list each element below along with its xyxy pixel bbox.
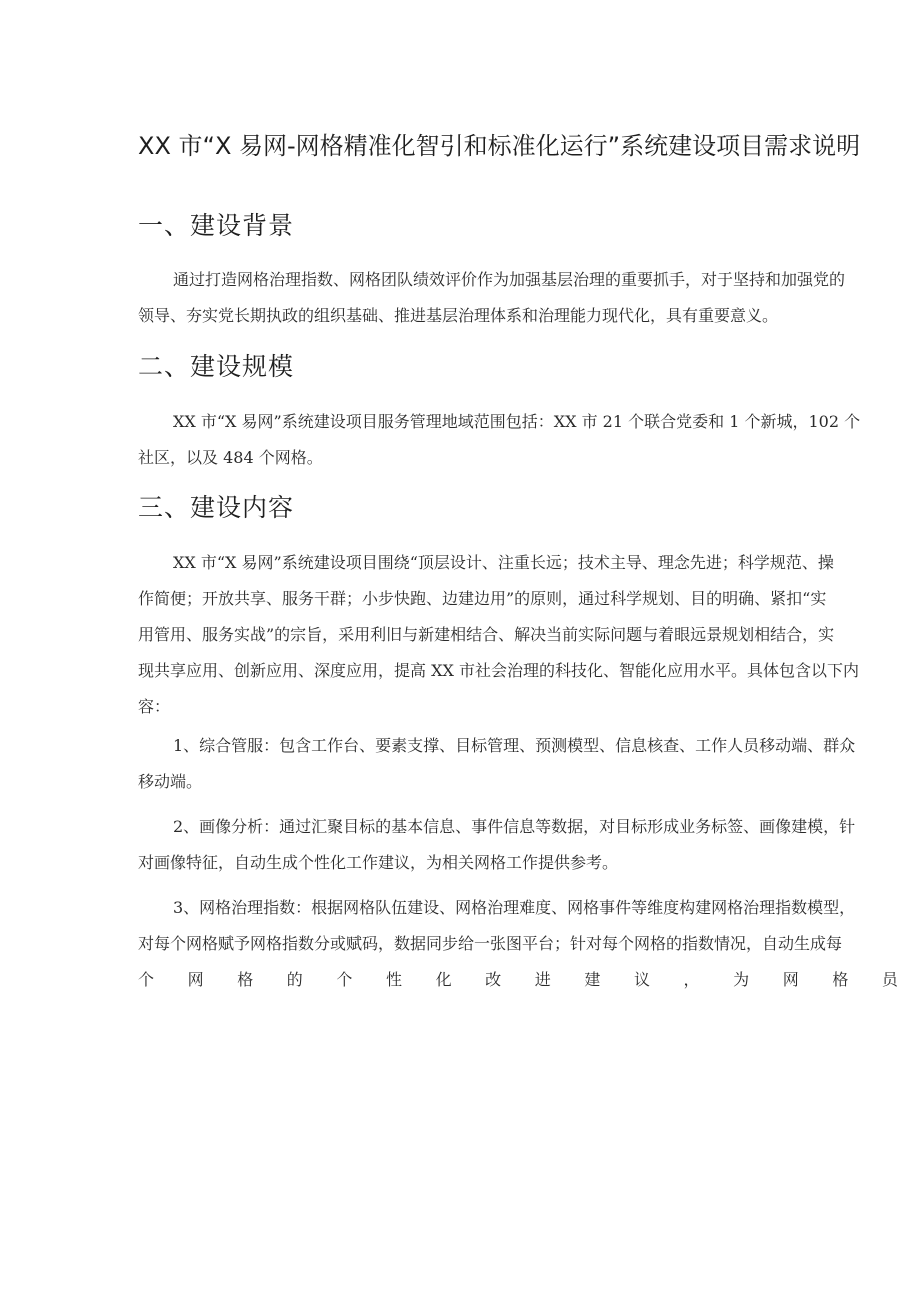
section-heading-scale: 二、建设规模 <box>138 352 295 381</box>
paragraph-line: 容： <box>138 697 171 716</box>
paragraph-line: 作简便；开放共享、服务干群；小步快跑、边建边用”的原则，通过科学规划、目的明确、紧扣“实 <box>138 589 827 608</box>
justified-char: 个 <box>138 970 155 989</box>
justified-char: 性 <box>385 970 402 989</box>
paragraph-item-3 <box>138 890 898 962</box>
justified-char: 网 <box>782 970 799 989</box>
justified-char: 化 <box>435 970 452 989</box>
justified-char: 为 <box>733 970 750 989</box>
paragraph-line: 领导、夯实党长期执政的组织基础、推进基层治理体系和治理能力现代化，具有重要意义。 <box>138 306 779 325</box>
paragraph-line: 用管用、服务实战”的宗旨，采用利旧与新建相结合、解决当前实际问题与着眼远景规划相结合，实 <box>138 625 835 644</box>
paragraph-line: 1、综合管服：包含工作台、要素支撑、目标管理、预测模型、信息核查、工作人员移动端、群众 <box>173 736 856 755</box>
paragraph-line: 2、画像分析：通过汇聚目标的基本信息、事件信息等数据，对目标形成业务标签、画像建模，针 <box>173 817 856 836</box>
justified-char: 网 <box>187 970 204 989</box>
paragraph-item-2 <box>138 809 898 881</box>
justified-char: 格 <box>832 970 849 989</box>
paragraph-line: 移动端。 <box>138 772 203 791</box>
justified-char: 建 <box>584 970 601 989</box>
paragraph-background <box>138 262 898 334</box>
justified-char: 改 <box>485 970 502 989</box>
paragraph-item-1 <box>138 728 898 800</box>
paragraph-line: 对每个网格赋予网格指数分或赋码，数据同步给一张图平台；针对每个网格的指数情况，自动生成每 <box>138 934 843 953</box>
paragraph-scale <box>138 404 898 476</box>
justified-char: 个 <box>336 970 353 989</box>
paragraph-line: XX 市“X 易网”系统建设项目服务管理地域范围包括：XX 市 21 个联合党委和 1 个新城，102 个 <box>173 412 861 431</box>
paragraph-line: 通过打造网格治理指数、网格团队绩效评价作为加强基层治理的重要抓手，对于坚持和加强党的 <box>173 270 846 289</box>
paragraph-item-3-justified-line <box>138 962 898 998</box>
justified-char: 的 <box>286 970 303 989</box>
document-title: XX 市“X 易网-网格精准化智引和标准化运行”系统建设项目需求说明 <box>138 132 861 160</box>
justified-char: 议 <box>633 970 650 989</box>
justified-char: 进 <box>534 970 551 989</box>
justified-char: ， <box>683 970 700 989</box>
section-heading-content: 三、建设内容 <box>138 493 295 522</box>
paragraph-line: 3、网格治理指数：根据网格队伍建设、网格治理难度、网格事件等维度构建网格治理指数模型， <box>173 898 856 917</box>
justified-char: 员 <box>881 970 898 989</box>
paragraph-line: 现共享应用、创新应用、深度应用，提高 XX 市社会治理的科技化、智能化应用水平。具体包含以下内 <box>138 661 859 680</box>
paragraph-line: 社区，以及 484 个网格。 <box>138 448 323 467</box>
section-heading-background: 一、建设背景 <box>138 211 295 240</box>
paragraph-line: XX 市“X 易网”系统建设项目围绕“顶层设计、注重长远；技术主导、理念先进；科学规范、操 <box>173 553 834 572</box>
paragraph-line: 对画像特征，自动生成个性化工作建议，为相关网格工作提供参考。 <box>138 853 619 872</box>
paragraph-content-intro <box>138 545 898 725</box>
justified-char: 格 <box>237 970 254 989</box>
